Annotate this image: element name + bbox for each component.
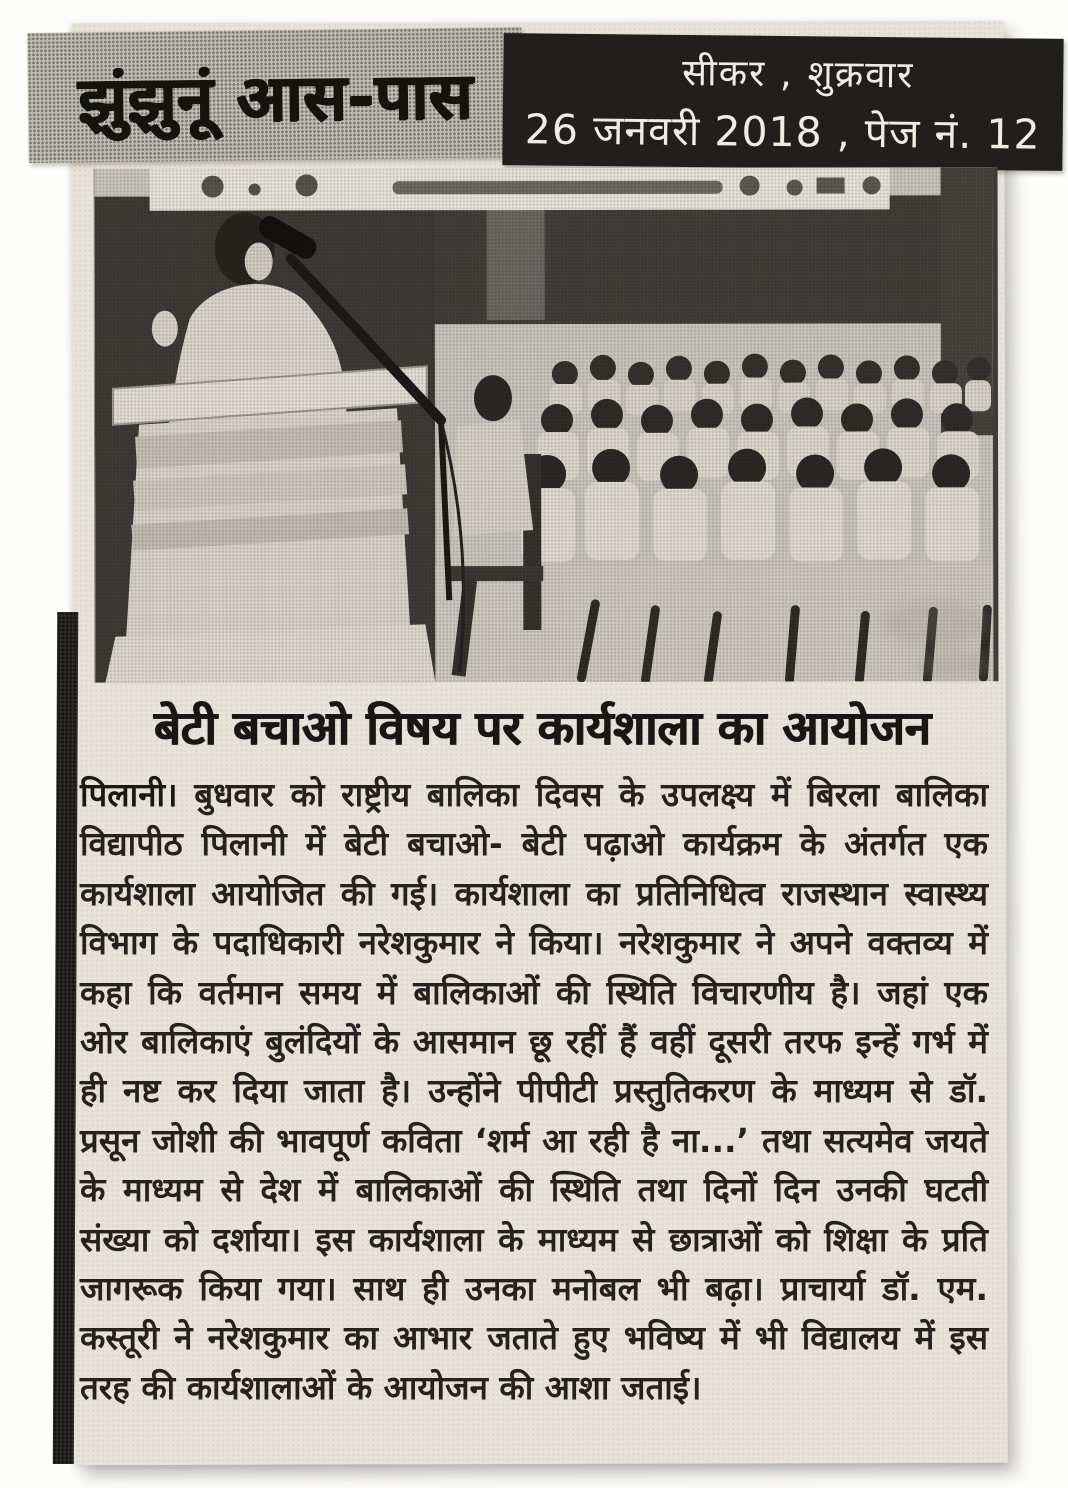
article-location: पिलानी। bbox=[80, 775, 178, 814]
masthead bbox=[27, 27, 523, 163]
podium bbox=[105, 366, 436, 683]
ink-bleed-smudge bbox=[912, 650, 992, 680]
speaker-face bbox=[245, 242, 273, 280]
dateline-date-page: 26 जनवरी 2018 , पेज नं. 12 bbox=[524, 104, 1041, 159]
dateline-city-day: सीकर , शुक्रवार bbox=[681, 50, 915, 96]
article-photo bbox=[94, 167, 999, 683]
speaker-hand bbox=[152, 311, 178, 347]
article-body bbox=[80, 770, 988, 1470]
article-text: बुधवार को राष्ट्रीय बालिका दिवस के उपलक्ष्य में बिरला बालिका विद्यापीठ पिलानी में बेटी बचाओ- बेटी पढ़ाओ कार्यक्रम के अंतर्गत एक कार्यशाला आयोजित की गई। कार्यशाला का प्रतिनिधित्व राजस्थान स्वास्थ्य विभाग के पदाधिकारी नरेशकुमार ने किया। नरेशकुमार ने अपने वक्तव्य में कहा कि वर्तमान समय में बालिकाओं की स्थिति विचारणीय है। जहां एक ओर बालिकाएं बुलंदियों के आसमान छू रहीं हैं वहीं दूसरी तरफ इन्हें गर्भ में ही नष्ट कर दिया जाता है। उन्होंने पीपीटी प्रस्तुतिकरण के माध्यम से डॉ. प्रसून जोशी की भावपूर्ण कविता ‘शर्म आ रही है ना...’ तथा सत्यमेव जयते के माध्यम से देश में बालिकाओं की स्थिति तथा दिनों दिन उनकी घटती संख्या को दर्शाया। इस कार्यशाला के माध्यम से छात्राओं को शिक्षा के प्रति जागरूक किया गया। साथ ही उनका मनोबल भी बढ़ा। प्राचार्या डॉ. एम. कस्तूरी ने नरेशकुमार का आभार जताते हुए भविष्य में भी विद्यालय में इस तरह की कार्यशालाओं के आयोजन की आशा जताई। bbox=[80, 775, 988, 1407]
photo-scene bbox=[95, 167, 994, 683]
ink-bleed-smudge bbox=[880, 600, 990, 646]
article-headline: बेटी बचाओ विषय पर कार्यशाला का आयोजन bbox=[153, 701, 931, 756]
masthead-title: झुंझुनूं आस-पास bbox=[77, 59, 473, 138]
dateline-strip bbox=[502, 33, 1063, 171]
stage-banner bbox=[150, 167, 890, 210]
clipping-left-edge bbox=[53, 612, 78, 1464]
backdrop-light-slit bbox=[487, 198, 545, 320]
